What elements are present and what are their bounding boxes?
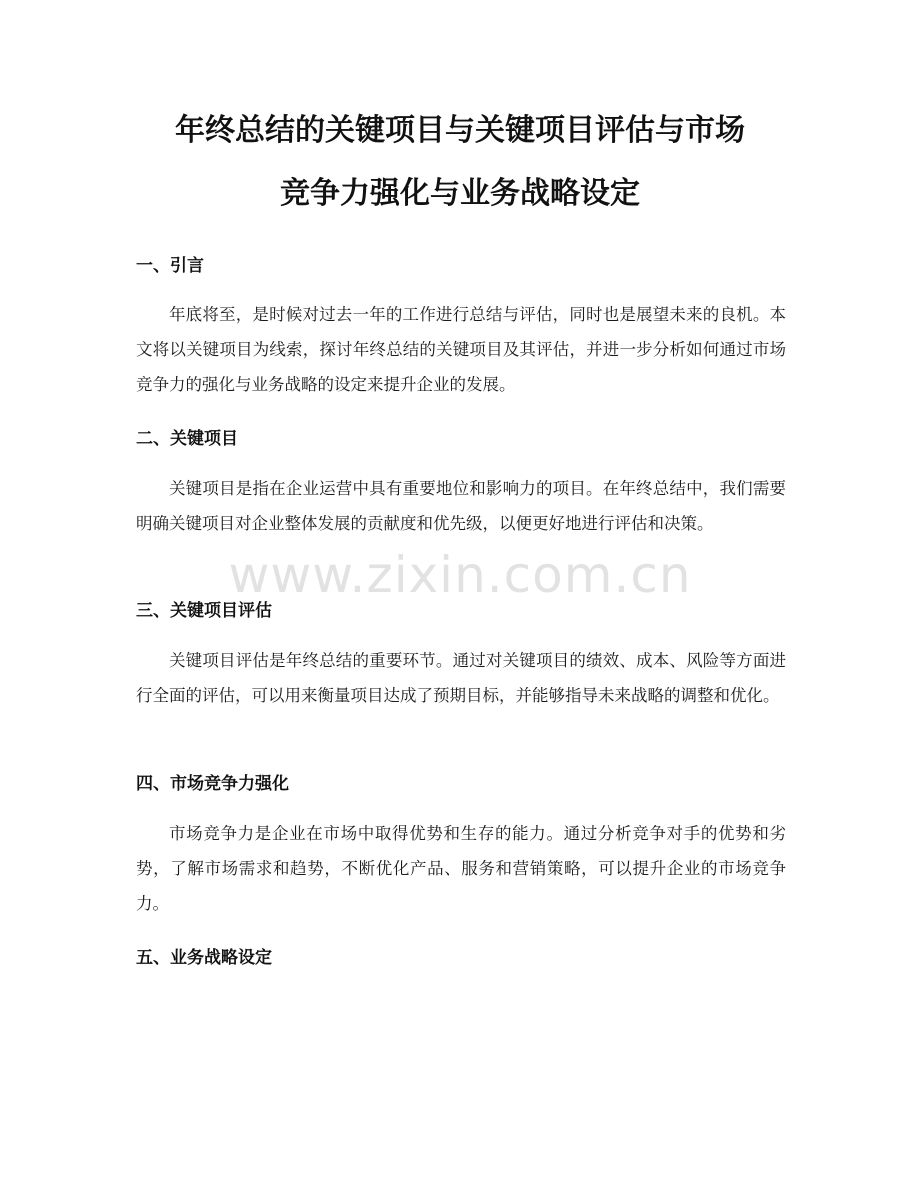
section-body-project-evaluation: 关键项目评估是年终总结的重要环节。通过对关键项目的绩效、成本、风险等方面进行全面的评估，可以用来衡量项目达成了预期目标，并能够指导未来战略的调整和优化。 <box>136 651 786 705</box>
section-heading-business-strategy: 五、业务战略设定 <box>136 948 272 968</box>
document-title-line-1: 年终总结的关键项目与关键项目评估与市场 <box>175 113 745 148</box>
section-body-key-projects: 关键项目是指在企业运营中具有重要地位和影响力的项目。在年终总结中，我们需要明确关键项目对企业整体发展的贡献度和优先级，以便更好地进行评估和决策。 <box>136 479 786 533</box>
watermark-text: www.zixin.com.cn <box>228 546 692 604</box>
section-body-market-competitiveness: 市场竞争力是企业在市场中取得优势和生存的能力。通过分析竞争对手的优势和劣势，了解市场需求和趋势，不断优化产品、服务和营销策略，可以提升企业的市场竞争力。 <box>136 824 786 913</box>
document-title-line-2: 竞争力强化与业务战略设定 <box>280 176 640 211</box>
section-heading-introduction: 一、引言 <box>136 256 204 276</box>
section-body-introduction: 年底将至，是时候对过去一年的工作进行总结与评估，同时也是展望未来的良机。本文将以关键项目为线索，探讨年终总结的关键项目及其评估，并进一步分析如何通过市场竞争力的强化与业务战略的设定来提升企业的发展。 <box>136 305 786 394</box>
section-heading-key-projects: 二、关键项目 <box>136 429 238 449</box>
section-heading-project-evaluation: 三、关键项目评估 <box>136 601 272 621</box>
section-heading-market-competitiveness: 四、市场竞争力强化 <box>136 774 289 794</box>
